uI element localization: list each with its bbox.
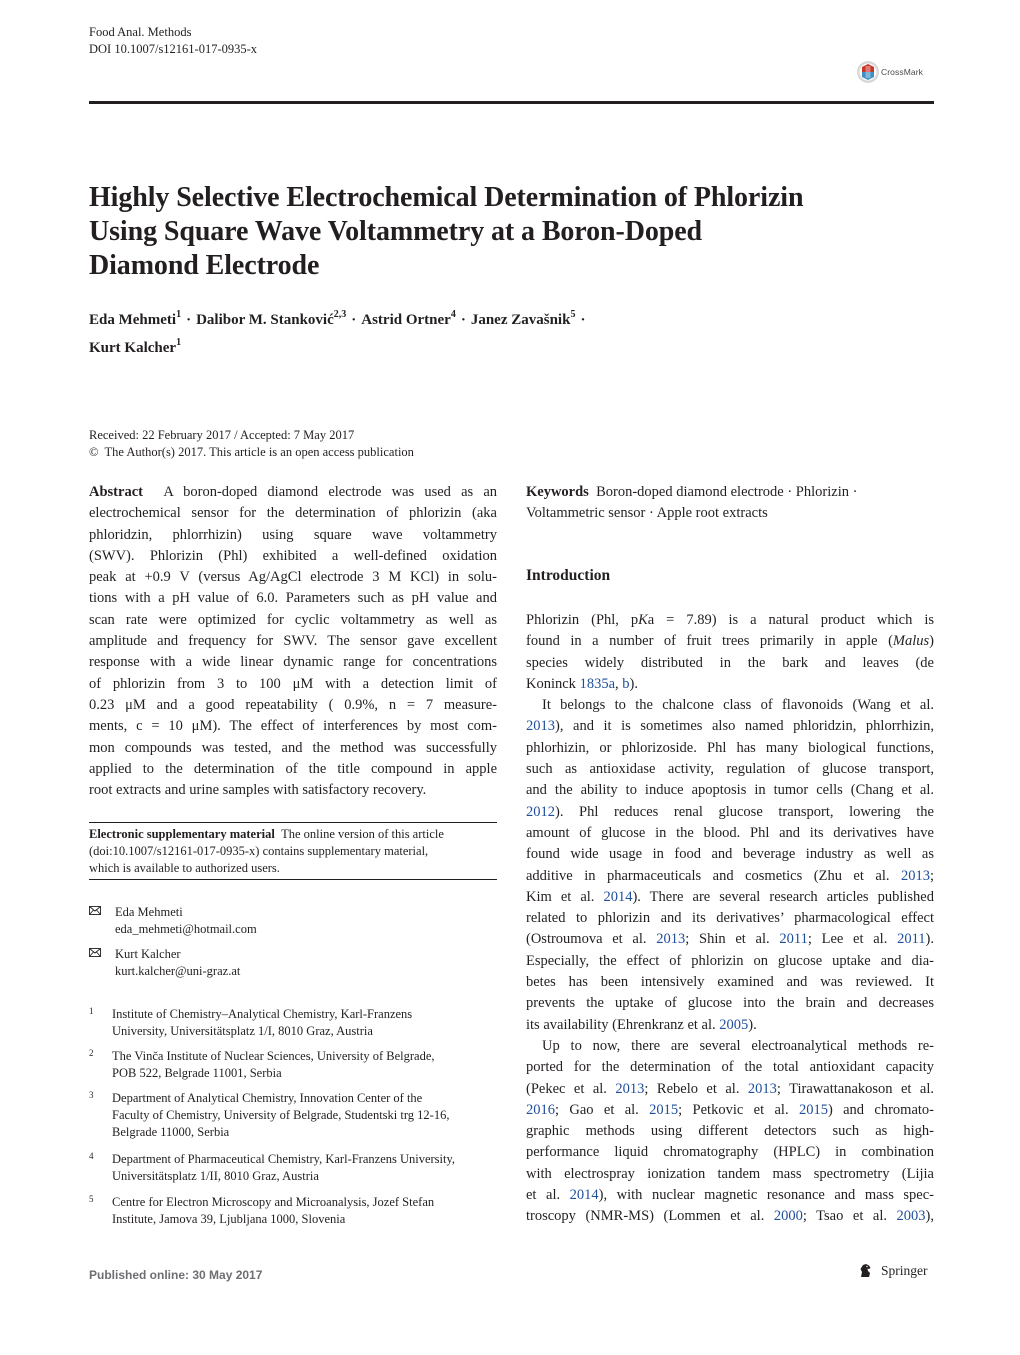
- envelope-icon: [89, 948, 101, 957]
- abstract-line: of phlorizin from 3 to 100 μM with a detection limit of: [89, 675, 497, 692]
- abstract-line: applied to the determination of the title compound in apple: [89, 760, 497, 777]
- esm-heading: Electronic supplementary material: [89, 827, 275, 841]
- keywords-line: Voltammetric sensor · Apple root extracts: [526, 505, 768, 522]
- affiliation-line: The Vinča Institute of Nuclear Sciences, University of Belgrade,: [112, 1049, 435, 1063]
- envelope-icon: [89, 906, 101, 915]
- keywords-line: Boron-doped diamond electrode · Phlorizin ·: [596, 484, 858, 500]
- paper-title: [89, 181, 934, 283]
- citation-link[interactable]: 2013: [656, 931, 686, 948]
- author-affiliation: 5: [570, 309, 576, 320]
- citation-link[interactable]: 2014: [603, 888, 633, 905]
- abstract-line: (SWV). Phlorizin (Phl) exhibited a well-defined oxidation: [89, 547, 497, 564]
- esm-line[interactable]: (doi:10.1007/s12161-017-0935-x) contains supplementary material,: [89, 844, 429, 858]
- author-name[interactable]: Dalibor M. Stanković: [196, 312, 334, 328]
- author-name[interactable]: Janez Zavašnik: [470, 312, 571, 328]
- introduction-heading: Introduction: [526, 567, 611, 584]
- citation-link[interactable]: 2000: [773, 1208, 803, 1225]
- correspondence-2: [89, 946, 497, 982]
- citation-link[interactable]: 2013: [615, 1080, 645, 1097]
- springer-horse-icon: [858, 1263, 873, 1278]
- correspondent-email[interactable]: eda_mehmeti@hotmail.com: [115, 922, 257, 936]
- keywords: [526, 482, 934, 525]
- affiliation-line: Belgrade 11000, Serbia: [112, 1125, 230, 1139]
- affiliation-line: POB 522, Belgrade 11001, Serbia: [112, 1066, 282, 1080]
- publisher-name: Springer: [881, 1263, 928, 1278]
- affiliation-3: [89, 1090, 497, 1144]
- publisher-logo: [858, 1262, 938, 1282]
- citation-link[interactable]: 1835a: [579, 675, 615, 692]
- abstract-line: mon compounds was tested, and the method was successfully: [89, 739, 497, 756]
- author-name[interactable]: Kurt Kalcher: [89, 340, 177, 356]
- abstract: [89, 482, 497, 801]
- title-line: Highly Selective Electrochemical Determination of Phlorizin: [89, 182, 804, 213]
- correspondent-email[interactable]: kurt.kalcher@uni-graz.at: [115, 964, 241, 978]
- crossmark-badge[interactable]: [856, 60, 936, 88]
- abstract-line: phloridzin, phlorrhizin) using square wave voltammetry: [89, 526, 497, 543]
- author-list: Eda Mehmeti$^1$ · Dalibor M. Stanković$^{2,3}$ · Astrid Ortner$^4$ · Janez Zavašnik$^5$ · Kurt Kalcher$^1$: [89, 309, 586, 356]
- crossmark-label: CrossMark: [881, 67, 923, 77]
- affiliation-number: 5: [89, 1194, 94, 1204]
- doi[interactable]: DOI 10.1007/s12161-017-0935-x: [89, 42, 258, 56]
- abstract-heading: Abstract: [89, 484, 143, 500]
- abstract-line: electrochemical sensor for the determination of phlorizin (aka: [89, 505, 497, 522]
- abstract-line: ments, c = 10 μM). The effect of interferences by most com-: [89, 718, 497, 735]
- author-name[interactable]: Eda Mehmeti: [89, 312, 177, 328]
- introduction-body: Phlorizin (Phl, pKa = 7.89) is a natural product which is found in a number of fruit trees primarily in apple (Malus) species widely distributed in the bark and leaves (de Koninck 1835a, b). It belongs to the chalcone class of flavonoids (Wang et al. 2013), and it is sometimes also named phloridzin, phlorrhizin, phlorhizin, or phlorizoside. Phl has many biological functions, such as antioxidase activity, regulation of glucose transport, and the ability to induce apoptosis in tumor cells (Chang et al. 2012). Phl reduces renal glucose transport, lowering the amount of glucose in the blood. Phl and its derivatives have found wide usage in food and beverage industry as well as additive in pharmaceuticals and cosmetics (Zhu et al. 2013; Kim et al. 2014). There are several research articles published related to phlorizin and its derivatives’ pharmacological effect (Ostroumova et al. 2013; Shin et al. 2011; Lee et al. 2011). Especially, the effect of phlorizin on glucose uptake and dia- betes has been intensively examined and was reviewed. It prevents the uptake of glucose into the brain and decreases its availability (Ehrenkranz et al. 2005). Up to now, there are several electroanalytical methods re- ported for the determination of the total antioxidant capacity (Pekec et al. 2013; Rebelo et al. 2013; Tirawattanakoson et al. 2016; Gao et al. 2015; Petkovic et al. 2015) and chromato- graphic methods using different detectors such as high- performance liquid chromatography (HPLC) in combination with electrospray ionization tandem mass spectrometry (Lijia et al. 2014), with nuclear magnetic resonance and mass spec- troscopy (NMR-MS) (Lommen et al. 2000; Tsao et al. 2003),: [526, 612, 935, 1225]
- copyright-symbol: ©: [89, 445, 99, 459]
- esm-rule-bottom: [89, 879, 497, 880]
- abstract-line: peak at +0.9 V (versus Ag/AgCl electrode 3 M KCl) in solu-: [89, 569, 497, 586]
- author-affiliation: 1: [176, 309, 182, 320]
- affiliation-2: [89, 1048, 497, 1084]
- correspondent-name: Kurt Kalcher: [115, 947, 181, 961]
- author-affiliation: 4: [450, 309, 456, 320]
- author-name[interactable]: Astrid Ortner: [361, 312, 451, 328]
- affiliation-line: Department of Pharmaceutical Chemistry, Karl-Franzens University,: [112, 1152, 456, 1166]
- affiliation-line: University, Universitätsplatz 1/I, 8010 Graz, Austria: [112, 1024, 373, 1038]
- citation-link[interactable]: 2016: [526, 1101, 555, 1118]
- affiliation-number: 4: [89, 1151, 94, 1161]
- journal-name: Food Anal. Methods: [89, 25, 192, 39]
- affiliation-line: Institute, Jamova 39, Ljubljana 1000, Slovenia: [112, 1212, 346, 1226]
- abstract-line: scan rate were optimized for cyclic voltammetry as well as: [89, 611, 497, 628]
- affiliation-line: Universitätsplatz 1/II, 8010 Graz, Austria: [112, 1169, 319, 1183]
- abstract-line: root extracts and urine samples with satisfactory recovery.: [89, 782, 427, 799]
- citation-link[interactable]: 2014: [569, 1187, 599, 1204]
- affiliation-line: Institute of Chemistry–Analytical Chemistry, Karl-Franzens: [112, 1007, 413, 1021]
- abstract-line: response with a wide linear dynamic range for concentrations: [89, 654, 497, 671]
- affiliation-4: [89, 1151, 497, 1187]
- article-dates: [89, 427, 414, 461]
- affiliation-number: 1: [89, 1006, 94, 1016]
- citation-link[interactable]: 2013: [526, 718, 555, 735]
- affiliation-line: Department of Analytical Chemistry, Innovation Center of the: [112, 1091, 423, 1105]
- citation-link[interactable]: 2015: [798, 1101, 828, 1118]
- published-online: Published online: 30 May 2017: [89, 1268, 263, 1282]
- abstract-line: A boron-doped diamond electrode was used as an: [163, 484, 498, 500]
- abstract-line: 0.23 μM and a good repeatability ( 0.9%, n = 7 measure-: [89, 696, 497, 713]
- affiliation-number: 3: [89, 1090, 94, 1100]
- header-rule: [89, 101, 934, 104]
- citation-link[interactable]: 2013: [900, 867, 930, 884]
- affiliation-number: 2: [89, 1048, 94, 1058]
- author-affiliation: 1: [176, 337, 182, 348]
- correspondence-1: [89, 904, 497, 940]
- citation-link[interactable]: 2005: [719, 1016, 749, 1033]
- supplementary-note: [89, 826, 497, 877]
- citation-link[interactable]: 2015: [649, 1101, 679, 1118]
- title-line: Diamond Electrode: [89, 250, 320, 281]
- citation-link[interactable]: 2011: [897, 931, 926, 948]
- affiliation-1: [89, 1006, 497, 1042]
- esm-line: The online version of this article: [281, 827, 444, 841]
- abstract-line: tions with a pH value of 6.0. Parameters such as pH value and: [89, 590, 497, 607]
- esm-rule-top: [89, 822, 497, 823]
- citation-link[interactable]: 2011: [779, 931, 808, 948]
- author-affiliation: 2,3: [333, 309, 347, 320]
- citation-link[interactable]: b: [622, 675, 630, 692]
- journal-header: [89, 24, 257, 58]
- copyright-notice: The Author(s) 2017. This article is an open access publication: [104, 445, 414, 459]
- affiliation-5: [89, 1194, 497, 1230]
- keywords-heading: Keywords: [526, 484, 589, 500]
- affiliation-line: Centre for Electron Microscopy and Microanalysis, Jozef Stefan: [112, 1195, 435, 1209]
- citation-link[interactable]: 2003: [896, 1208, 926, 1225]
- citation-link[interactable]: 2013: [747, 1080, 777, 1097]
- crossmark-icon: [856, 60, 880, 84]
- esm-line: which is available to authorized users.: [89, 861, 280, 875]
- affiliation-line: Faculty of Chemistry, University of Belgrade, Studentski trg 12-16,: [112, 1108, 450, 1122]
- citation-link[interactable]: 2012: [526, 803, 555, 820]
- abstract-line: amplitude and frequency for SWV. The sensor gave excellent: [89, 633, 497, 650]
- correspondent-name: Eda Mehmeti: [115, 905, 183, 919]
- received-accepted: Received: 22 February 2017 / Accepted: 7 May 2017: [89, 428, 355, 442]
- title-line: Using Square Wave Voltammetry at a Boron-Doped: [89, 216, 702, 247]
